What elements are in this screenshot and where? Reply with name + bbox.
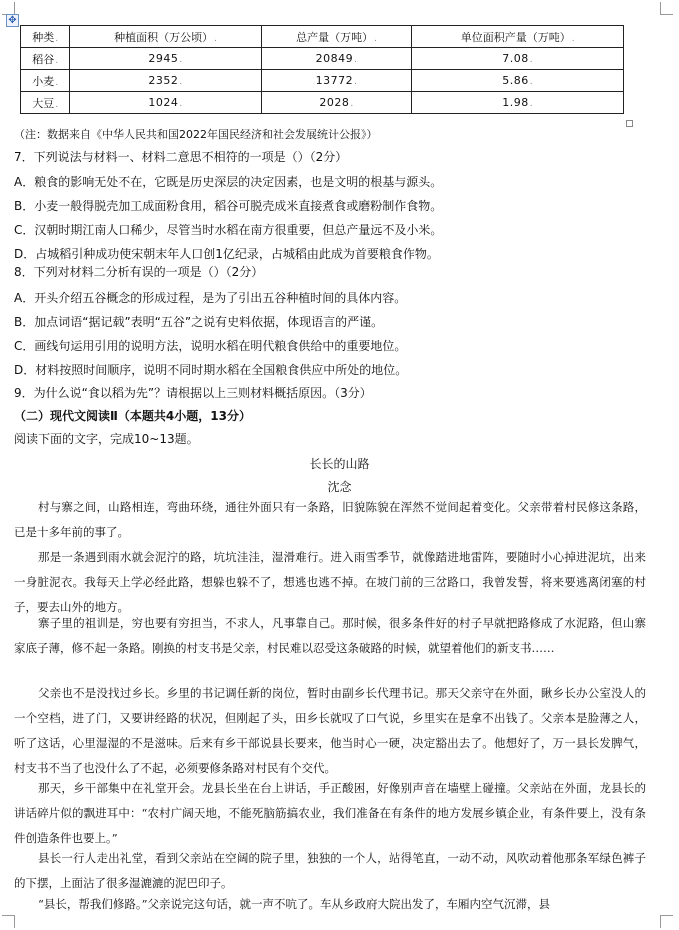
table-cell: 2352. (70, 70, 261, 92)
table-cell: 13772. (261, 70, 412, 92)
table-cell: 2945. (70, 48, 261, 70)
question-8-stem: 8．下列对材料二分析有误的一项是（）（2分） (14, 265, 264, 279)
table-header-cell: 总产量（万吨）. (261, 26, 412, 48)
story-paragraph: 父亲也不是没找过乡长。乡里的书记调任新的岗位，暂时由副乡长代理书记。那天父亲守在外面，瞅乡长办公室没人的一个空档，进了门，又要讲经路的状况，但刚起了头，田乡长就叹了口气说，乡里实在是拿不出钱了。父亲本是脸薄之人，听了这话，心里湿湿的不是滋味。后来有乡干部说县长要来，他当时心一硬，决定豁出去了。他想好了，万一县长发脾气，村支书不当了也没什么了不起，必须要修条路对村民有个交代。 (14, 686, 646, 775)
page-corner-mark (660, 915, 673, 928)
reading-instruction: 阅读下面的文字，完成10~13题。 (14, 432, 199, 446)
story-paragraph: 那天，乡干部集中在礼堂开会。龙县长坐在台上讲话，手正酸困，好像别声音在墙壁上碰撞。父亲站在外面，龙县长的讲话碎片似的飘进耳中：“农村广阔天地，不能死脑筋搞农业，我们准备在有条件的地方发展乡镇企业，有条件要上，没有条件创造条件也要上。” (14, 781, 646, 845)
table-move-handle-icon[interactable]: ✥ (6, 14, 19, 27)
page-corner-mark (660, 2, 673, 15)
story-paragraph: 村与寨之间，山路相连，弯曲环绕，通往外面只有一条路，旧貌陈貌在浑然不觉间起着变化。父亲带着村民修这条路，已是十多年前的事了。 (14, 500, 646, 539)
story-paragraph: 县长一行人走出礼堂，看到父亲站在空阔的院子里，独独的一个人，站得笔直，一动不动，风吹动着他那条军绿色裤子的下摆，上面沾了很多湿漉漉的泥巴印子。 (14, 851, 646, 890)
question-7-stem: 7．下列说法与材料一、材料二意思不相符的一项是（）（2分） (14, 150, 348, 164)
story-title: 长长的山路 (309, 457, 370, 471)
table-row (21, 70, 624, 92)
table-cell: 大豆. (21, 92, 70, 114)
table-cell: 1024. (70, 92, 261, 114)
story-paragraph: 那是一条遇到雨水就会泥泞的路，坑坑洼洼，湿滑难行。进入雨雪季节，就像踏进地雷阵，要随时小心掉进泥坑，出来一身脏泥衣。我每天上学必经此路，想躲也躲不了，想逃也逃不掉。在坡门前的三岔路口，我曾发誓，将来要逃离闭塞的村子，要去山外的地方。 (14, 550, 646, 614)
table-cell: 2028. (261, 92, 412, 114)
story-paragraph: “县长，帮我们修路。”父亲说完这句话，就一声不吭了。车从乡政府大院出发了，车厢内空气沉滞，县 (38, 897, 551, 911)
question-7-option-d: D．占城稻引种成功使宋朝末年人口创1亿纪录，占城稻由此成为首要粮食作物。 (14, 247, 439, 261)
table-header-cell: 单位面积产量（万吨）. (412, 26, 624, 48)
question-7-option-a: A．粮食的影响无处不在，它既是历史深层的决定因素，也是文明的根基与源头。 (14, 175, 443, 189)
table-cell: 小麦. (21, 70, 70, 92)
table-header-row (21, 26, 624, 48)
crop-data-table (20, 25, 624, 114)
table-row (21, 48, 624, 70)
table-note: （注：数据来自《中华人民共和国2022年国民经济和社会发展统计公报》） (14, 128, 378, 141)
section-title: （二）现代文阅读Ⅱ（本题共4小题，13分） (14, 409, 251, 423)
question-8-option-d: D．材料按照时间顺序，说明不同时期水稻在全国粮食供应中所处的地位。 (14, 363, 408, 377)
question-9: 9．为什么说“食以稻为先”？请根据以上三则材料概括原因。（3分） (14, 386, 372, 400)
question-8-option-c: C．画线句运用引用的说明方法，说明水稻在明代粮食供给中的重要地位。 (14, 339, 407, 353)
table-header-cell: 种类. (21, 26, 70, 48)
table-cell: 7.08. (412, 48, 624, 70)
table-header-cell: 种植面积（万公顷）. (70, 26, 261, 48)
table-cell: 5.86. (412, 70, 624, 92)
table-cell: 1.98. (412, 92, 624, 114)
story-paragraph: 寨子里的祖训是，穷也要有穷担当，不求人，凡事靠自己。那时候，很多条件好的村子早就把路修成了水泥路，但山寨家底子薄，修不起一条路。刚换的村支书是父亲，村民难以忍受这条破路的时候，就望着他们的新支书…… (14, 616, 646, 655)
table-cell: 稻谷. (21, 48, 70, 70)
question-8-option-b: B．加点词语“据记载”表明“五谷”之说有史料依据，体现语言的严谨。 (14, 315, 384, 329)
table-row (21, 92, 624, 114)
table-cell: 20849. (261, 48, 412, 70)
question-7-option-c: C．汉朝时期江南人口稀少，尽管当时水稻在南方很重要，但总产量远不及小米。 (14, 223, 443, 237)
story-author: 沈念 (327, 480, 352, 494)
question-7-option-b: B．小麦一般得脱壳加工成面粉食用，稻谷可脱壳成米直接煮食或磨粉制作食物。 (14, 199, 443, 213)
question-8-option-a: A．开头介绍五谷概念的形成过程，是为了引出五谷种植时间的具体内容。 (14, 291, 407, 305)
